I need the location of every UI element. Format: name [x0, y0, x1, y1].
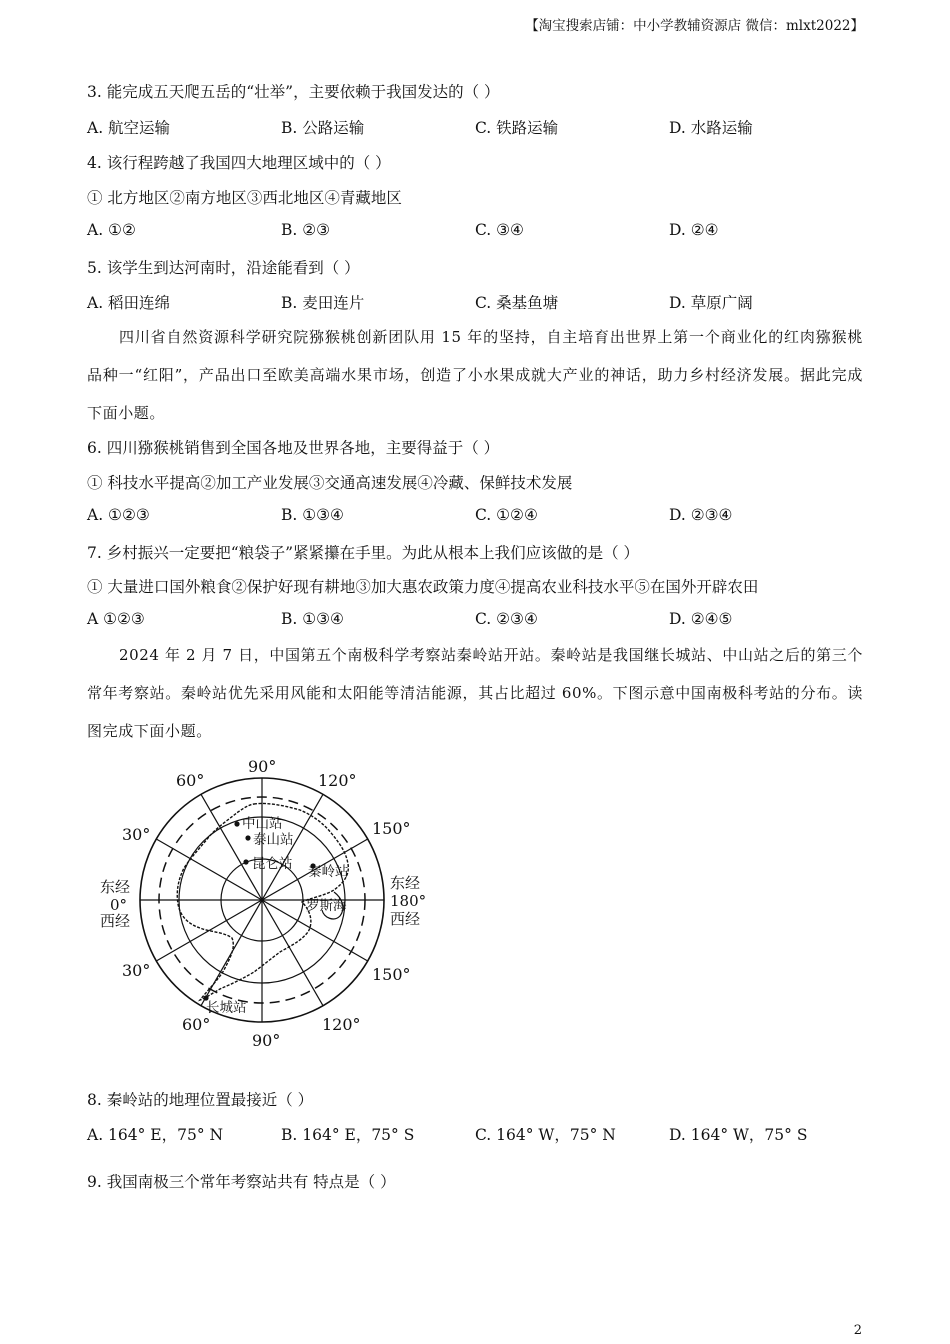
qinling-label: 秦岭站	[308, 864, 349, 880]
label-120-top-right: 120°	[318, 771, 357, 790]
kiwi-passage: 四川省自然资源科学研究院猕猴桃创新团队用 15 年的坚持，自主培育出世界上第一个商业化的红肉猕猴桃品种一“红阳”，产品出口至欧美高端水果市场，创造了小水果成就大产业的神话，助力乡村经济发展。据此完成下面小题。	[87, 328, 863, 422]
label-0-left: 0°	[110, 896, 128, 914]
label-90-top: 90°	[248, 757, 277, 776]
changcheng-label: 长城站	[206, 1000, 247, 1016]
label-west-left: 西经	[100, 912, 131, 930]
q4-stem: 4. 该行程跨越了我国四大地理区域中的（ ）	[87, 154, 391, 172]
q5-options	[87, 291, 887, 315]
q8-option-a[interactable]: A. 164° E，75° N	[87, 1126, 224, 1144]
page-header: 【淘宝搜索店铺：中小学教辅资源店 微信：mlxt2022】	[525, 18, 864, 34]
polar-map-svg	[96, 752, 436, 1052]
q6-option-d[interactable]: D. ②③④	[669, 506, 733, 524]
q6-options	[87, 506, 887, 530]
q5-stem: 5. 该学生到达河南时，沿途能看到（ ）	[87, 259, 360, 277]
antarctic-stations-map	[96, 752, 436, 1052]
q4-option-b[interactable]: B. ②③	[281, 221, 331, 239]
q5-option-a[interactable]: A. 稻田连绵	[87, 294, 171, 312]
q5-option-c[interactable]: C. 桑基鱼塘	[475, 294, 559, 312]
q3-option-a[interactable]: A. 航空运输	[87, 119, 171, 137]
label-30-upper-left: 30°	[122, 825, 151, 844]
antarctic-passage: 2024 年 2 月 7 日，中国第五个南极科学考察站秦岭站开站。秦岭站是我国继长城站、中山站之后的第三个常年考察站。秦岭站优先采用风能和太阳能等清洁能源，其占比超过 60%。下图示意中国南极科考站的分布。读图完成下面小题。	[87, 646, 863, 740]
q6-items: ① 科技水平提高②加工产业发展③交通高速发展④冷藏、保鲜技术发展	[87, 474, 573, 492]
q7-stem: 7. 乡村振兴一定要把“粮袋子”紧紧攥在手里。为此从根本上我们应该做的是（ ）	[87, 544, 639, 562]
q7-option-c[interactable]: C. ②③④	[475, 610, 538, 628]
q7-option-a[interactable]: A ①②③	[87, 610, 145, 628]
label-150-upper-right: 150°	[372, 819, 411, 838]
q3-stem: 3. 能完成五天爬五岳的“壮举”，主要依赖于我国发达的（ ）	[87, 83, 500, 101]
q7-options	[87, 610, 887, 634]
q6-option-a[interactable]: A. ①②③	[87, 506, 150, 524]
q3-option-b[interactable]: B. 公路运输	[281, 119, 365, 137]
q8-option-d[interactable]: D. 164° W，75° S	[669, 1126, 808, 1144]
q8-options	[87, 1123, 887, 1147]
q5-option-b[interactable]: B. 麦田连片	[281, 294, 365, 312]
label-120-bottom-right: 120°	[322, 1015, 361, 1034]
q4-option-d[interactable]: D. ②④	[669, 221, 719, 239]
taishan-marker	[245, 835, 250, 840]
q6-option-b[interactable]: B. ①③④	[281, 506, 344, 524]
q8-stem: 8. 秦岭站的地理位置最接近（ ）	[87, 1091, 314, 1109]
q6-option-c[interactable]: C. ①②④	[475, 506, 538, 524]
q3-option-c[interactable]: C. 铁路运输	[475, 119, 559, 137]
page-number: 2	[853, 1323, 862, 1338]
label-east-left: 东经	[100, 878, 131, 896]
q5-option-d[interactable]: D. 草原广阔	[669, 294, 753, 312]
zhongshan-marker	[234, 821, 239, 826]
q3-options	[87, 116, 887, 140]
zhongshan-label: 中山站	[242, 816, 283, 832]
kunlun-marker	[243, 859, 248, 864]
q8-option-c[interactable]: C. 164° W，75° N	[475, 1126, 616, 1144]
q4-options	[87, 221, 887, 245]
kunlun-label: 昆仑站	[252, 856, 293, 872]
q7-option-d[interactable]: D. ②④⑤	[669, 610, 733, 628]
q4-option-c[interactable]: C. ③④	[475, 221, 524, 239]
ross-sea-label: 罗斯海	[306, 898, 347, 914]
taishan-label: 泰山站	[253, 832, 294, 848]
q3-option-d[interactable]: D. 水路运输	[669, 119, 753, 137]
q4-items: ① 北方地区②南方地区③西北地区④青藏地区	[87, 189, 402, 207]
label-180-right: 180°	[390, 892, 427, 910]
label-90-bottom: 90°	[252, 1031, 281, 1050]
label-west-right: 西经	[390, 910, 421, 928]
label-east-right: 东经	[390, 874, 421, 892]
meridian-lines	[140, 778, 384, 1022]
q4-option-a[interactable]: A. ①②	[87, 221, 136, 239]
q9-stem: 9. 我国南极三个常年考察站共有 特点是（ ）	[87, 1173, 396, 1191]
q8-option-b[interactable]: B. 164° E，75° S	[281, 1126, 415, 1144]
q6-stem: 6. 四川猕猴桃销售到全国各地及世界各地，主要得益于（ ）	[87, 439, 500, 457]
label-30-lower-left: 30°	[122, 961, 151, 980]
label-60-top-left: 60°	[176, 771, 205, 790]
q7-items: ① 大量进口国外粮食②保护好现有耕地③加大惠农政策力度④提高农业科技水平⑤在国外开辟农田	[87, 578, 759, 596]
label-150-lower-right: 150°	[372, 965, 411, 984]
q7-option-b[interactable]: B. ①③④	[281, 610, 344, 628]
label-60-bottom-left: 60°	[182, 1015, 211, 1034]
